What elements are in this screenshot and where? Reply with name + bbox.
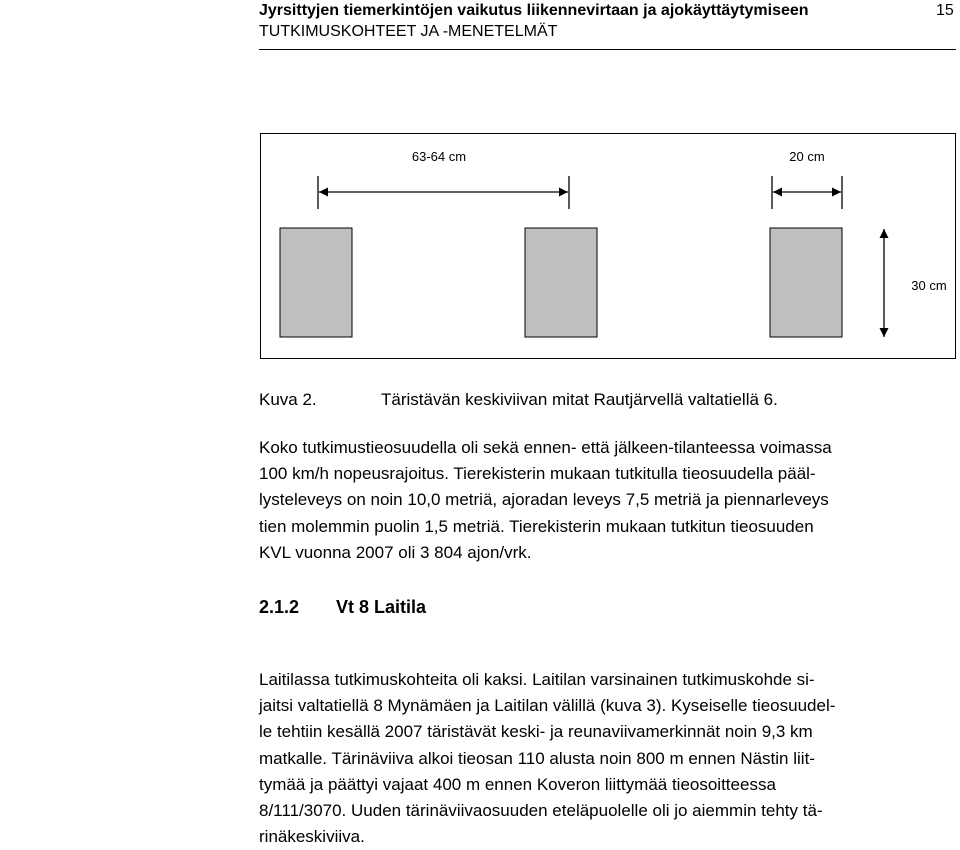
text-line: rinäkeskiviiva. bbox=[259, 827, 365, 847]
text-line: Laitilassa tutkimuskohteita oli kaksi. Laitilan varsinainen tutkimuskohde si- bbox=[259, 670, 815, 689]
caption-text: Täristävän keskiviivan mitat Rautjärvellä valtatiellä 6. bbox=[381, 390, 778, 409]
paragraph-vt6 bbox=[259, 435, 956, 566]
text-line: KVL vuonna 2007 oli 3 804 ajon/vrk. bbox=[259, 542, 532, 562]
section-number: 2.1.2 bbox=[259, 597, 300, 617]
document-title: Jyrsittyjen tiemerkintöjen vaikutus liikennevirtaan ja ajokäyttäytymiseen bbox=[259, 2, 809, 19]
rumble-block-1 bbox=[280, 228, 352, 337]
text-line: matkalle. Tärinäviiva alkoi tieosan 110 alusta noin 800 m ennen Nästin liit- bbox=[259, 748, 815, 768]
section-title: Vt 8 Laitila bbox=[336, 597, 427, 617]
section-heading bbox=[259, 597, 426, 618]
spacing-label: 63-64 cm bbox=[411, 149, 467, 164]
section-subtitle: TUTKIMUSKOHTEET JA -MENETELMÄT bbox=[259, 23, 558, 40]
caption-label: Kuva 2. bbox=[259, 390, 317, 409]
figure-caption bbox=[259, 390, 778, 410]
dimension-figure bbox=[260, 133, 956, 359]
figure-drawing bbox=[261, 134, 957, 360]
text-line: 8/111/3070. Uuden tärinäviivaosuuden eteläpuolelle oli jo aiemmin tehty tä- bbox=[259, 801, 823, 821]
text-line: jaitsi valtatiellä 8 Mynämäen ja Laitilan välillä (kuva 3). Kyseiselle tieosuudel- bbox=[259, 696, 836, 716]
width-label: 20 cm bbox=[789, 149, 825, 164]
rumble-block-2 bbox=[525, 228, 597, 337]
text-line: Koko tutkimustieosuudella oli sekä ennen- että jälkeen-tilanteessa voimassa bbox=[259, 438, 832, 457]
text-line: tien molemmin puolin 1,5 metriä. Tierekisterin mukaan tutkitun tieosuuden bbox=[259, 516, 814, 536]
text-line: lysteleveys on noin 10,0 metriä, ajoradan leveys 7,5 metriä ja piennarleveys bbox=[259, 490, 829, 510]
rumble-block-3 bbox=[770, 228, 842, 337]
page-number: 15 bbox=[936, 2, 954, 19]
header-divider bbox=[259, 49, 956, 50]
length-label: 30 cm bbox=[911, 278, 947, 293]
text-line: le tehtiin kesällä 2007 täristävät keski- ja reunaviivamerkinnät noin 9,3 km bbox=[259, 722, 813, 742]
text-line: 100 km/h nopeusrajoitus. Tierekisterin mukaan tutkitulla tieosuudella pääl- bbox=[259, 464, 816, 484]
text-line: tymää ja päättyi vajaat 400 m ennen Koveron liittymää tieosoitteessa bbox=[259, 774, 776, 794]
paragraph-laitila bbox=[259, 667, 956, 850]
